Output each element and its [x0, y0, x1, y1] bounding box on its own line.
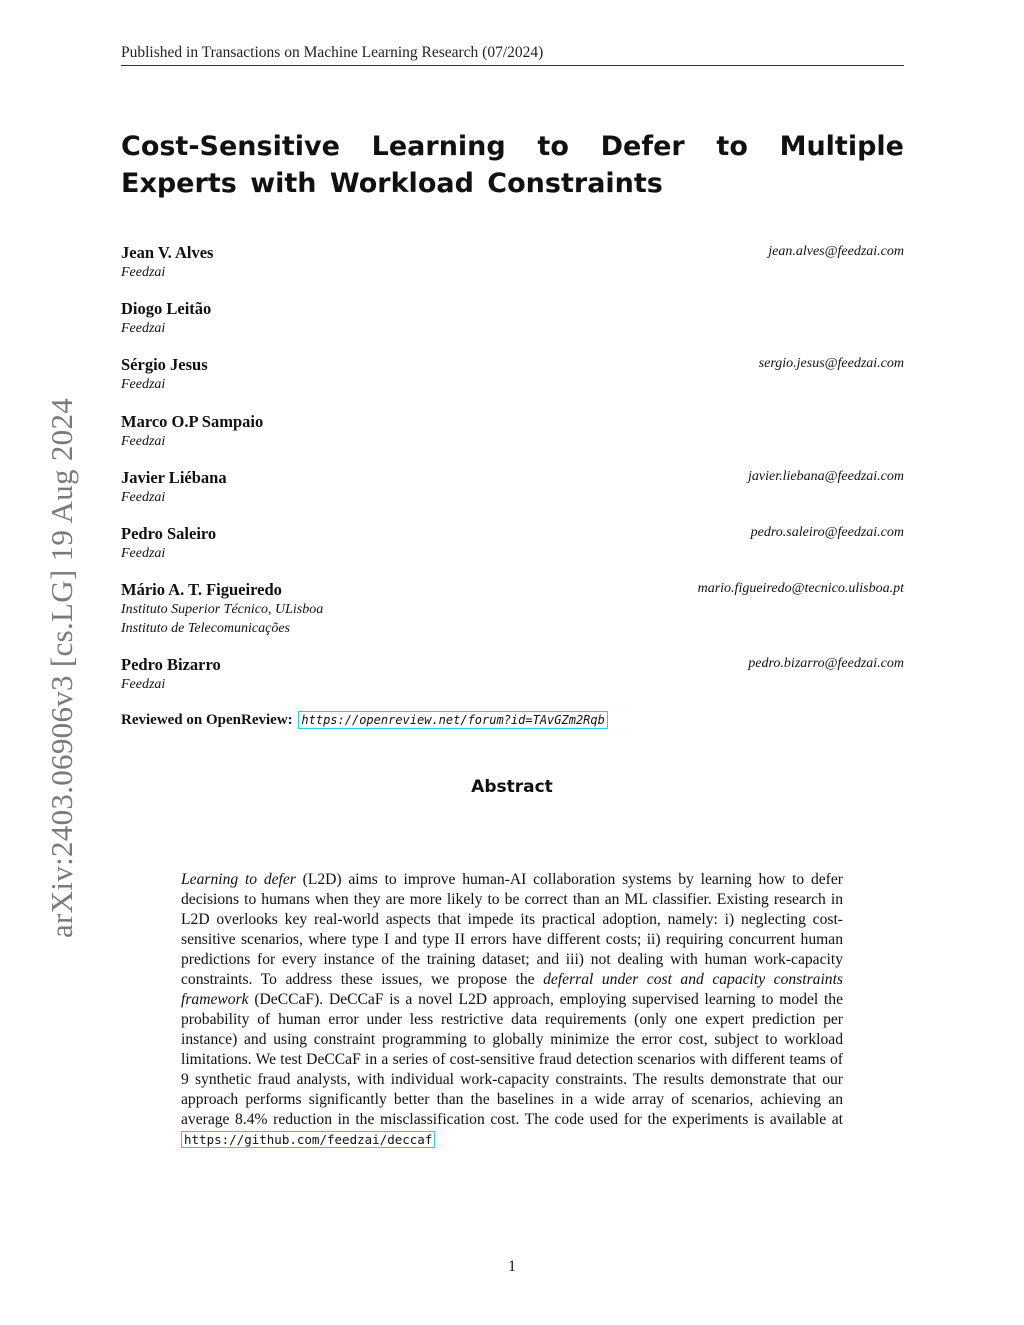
- abstract-heading: Abstract: [471, 777, 553, 797]
- author-affiliation: Feedzai: [121, 434, 166, 449]
- journal-header: Published in Transactions on Machine Learning Research (07/2024): [121, 44, 904, 66]
- author-affiliation: Feedzai: [121, 546, 166, 561]
- author-email: pedro.bizarro@feedzai.com: [748, 656, 904, 671]
- author-name: Javier Liébana: [121, 468, 227, 487]
- reviewed-line: [121, 712, 608, 729]
- abstract-framework: deferral under cost and capacity constraints framework: [181, 971, 843, 1008]
- author-email: javier.liebana@feedzai.com: [748, 469, 904, 484]
- author-block: [121, 243, 904, 282]
- author-name: Mário A. T. Figueiredo: [121, 580, 282, 599]
- author-affiliation: Instituto Superior Técnico, ULisboa: [121, 602, 324, 617]
- abstract-text: (DeCCaF). DeCCaF is a novel L2D approach, employing supervised learning to model the probability of human error under less restrictive data requirements (only one expert prediction per instance) and using constraint programming to globally minimize the error cost, subject to workload limitations. We test DeCCaF in a series of cost-sensitive fraud detection scenarios with different teams of 9 synthetic fraud analysts, with individual work-capacity constraints. The results demonstrate that our approach performs significantly better than the baselines in a wide array of scenarios, achieving an average 8.4% reduction in the misclassification cost. The code used for the experiments is available at: [181, 991, 843, 1128]
- author-block: [121, 468, 904, 507]
- author-block: [121, 580, 904, 638]
- author-affiliation: Feedzai: [121, 265, 166, 280]
- author-affiliation: Feedzai: [121, 377, 166, 392]
- abstract-term: Learning to defer: [181, 871, 296, 888]
- author-block: [121, 412, 904, 451]
- author-name: Diogo Leitão: [121, 299, 212, 318]
- openreview-link[interactable]: https://openreview.net/forum?id=TAvGZm2Rqb: [298, 711, 607, 729]
- page-number: 1: [508, 1258, 516, 1275]
- author-name: Jean V. Alves: [121, 243, 214, 262]
- code-link[interactable]: https://github.com/feedzai/deccaf: [181, 1131, 435, 1148]
- author-affiliation: Instituto de Telecomunicações: [121, 621, 291, 636]
- reviewed-label: Reviewed on OpenReview:: [121, 712, 293, 728]
- author-affiliation: Feedzai: [121, 490, 166, 505]
- abstract-body: [181, 870, 843, 1150]
- author-email: jean.alves@feedzai.com: [768, 244, 904, 259]
- author-affiliation: Feedzai: [121, 321, 166, 336]
- author-email: sergio.jesus@feedzai.com: [758, 356, 904, 371]
- author-block: [121, 355, 904, 394]
- paper-title: Cost-Sensitive Learning to Defer to Multiple Experts with Workload Constraints: [121, 131, 904, 199]
- author-block: [121, 524, 904, 563]
- author-name: Sérgio Jesus: [121, 355, 208, 374]
- abstract-text: (L2D) aims to improve human-AI collaboration systems by learning how to defer decisions to humans when they are more likely to be correct than an ML classifier. Existing research in L2D overlooks key real-world aspects that impede its practical adoption, namely: i) neglecting cost-sensitive scenarios, where type I and type II errors have different costs; ii) requiring concurrent human predictions for every instance of the training dataset; and iii) not dealing with human work-capacity constraints. To address these issues, we propose the: [181, 871, 843, 988]
- author-email: pedro.saleiro@feedzai.com: [750, 525, 904, 540]
- arxiv-stamp: arXiv:2403.06906v3 [cs.LG] 19 Aug 2024: [44, 397, 79, 938]
- author-block: [121, 655, 904, 694]
- author-email: mario.figueiredo@tecnico.ulisboa.pt: [697, 581, 904, 596]
- author-block: [121, 299, 904, 338]
- author-affiliation: Feedzai: [121, 677, 166, 692]
- author-name: Pedro Bizarro: [121, 655, 221, 674]
- author-name: Pedro Saleiro: [121, 524, 217, 543]
- author-name: Marco O.P Sampaio: [121, 412, 264, 431]
